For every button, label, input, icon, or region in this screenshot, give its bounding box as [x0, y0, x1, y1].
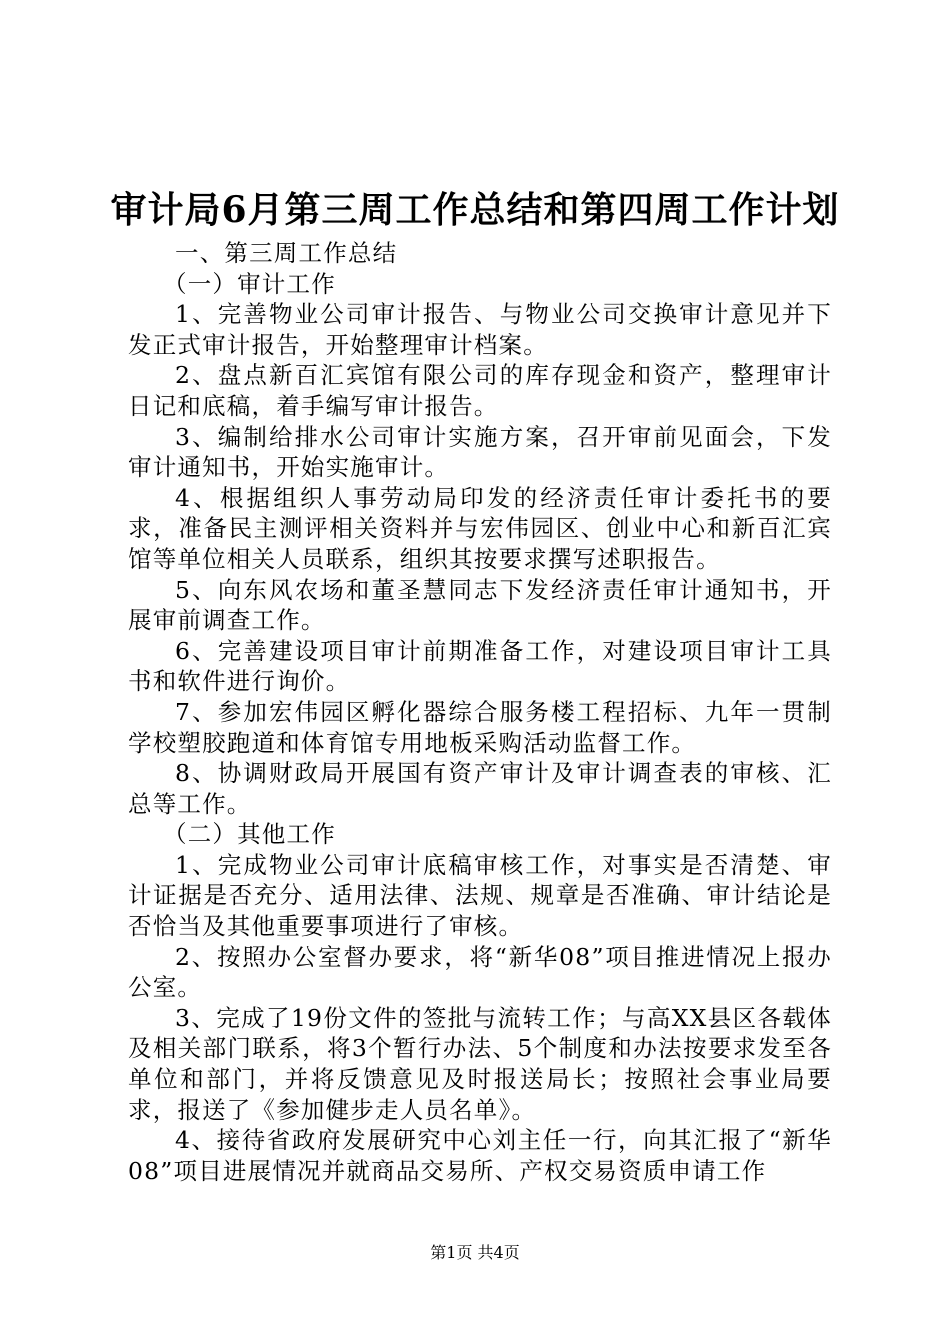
paragraph: 1、完成物业公司审计底稿审核工作，对事实是否清楚、审计证据是否充分、适用法律、法规、规章是否准确、审计结论是否恰当及其他重要事项进行了审核。: [128, 850, 832, 941]
paragraph: 3、完成了19份文件的签批与流转工作；与高XX县区各载体及相关部门联系，将3个暂行办法、5个制度和办法按要求发至各单位和部门，并将反馈意见及时报送局长；按照社会事业局要求，报送了《参加健步走人员名单》。: [128, 1003, 832, 1124]
paragraph: 1、完善物业公司审计报告、与物业公司交换审计意见并下发正式审计报告，开始整理审计档案。: [128, 300, 832, 359]
paragraph: 6、完善建设项目审计前期准备工作，对建设项目审计工具书和软件进行询价。: [128, 636, 832, 696]
subsection-heading: （二）其他工作: [163, 820, 336, 849]
paragraph: 7、参加宏伟园区孵化器综合服务楼工程招标、九年一贯制学校塑胶跑道和体育馆专用地板采购活动监督工作。: [128, 697, 832, 757]
paragraph: 3、编制给排水公司审计实施方案，召开审前见面会，下发审计通知书，开始实施审计。: [128, 422, 832, 482]
document-body: [128, 238, 832, 1186]
document-title: 审计局6月第三周工作总结和第四周工作计划: [110, 189, 840, 231]
section-heading: 一、第三周工作总结: [175, 239, 398, 267]
paragraph: 4、根据组织人事劳动局印发的经济责任审计委托书的要求，准备民主测评相关资料并与宏伟园区、创业中心和新百汇宾馆等单位相关人员联系，组织其按要求撰写述职报告。: [128, 483, 832, 573]
paragraph: 2、盘点新百汇宾馆有限公司的库存现金和资产，整理审计日记和底稿，着手编写审计报告。: [128, 361, 832, 420]
paragraph: 2、按照办公室督办要求，将“新华08”项目推进情况上报办公室。: [128, 942, 832, 1002]
paragraph: 5、向东风农场和董圣慧同志下发经济责任审计通知书，开展审前调查工作。: [128, 575, 832, 635]
page-footer: 第1页 共4页: [430, 1243, 520, 1262]
paragraph: 8、协调财政局开展国有资产审计及审计调查表的审核、汇总等工作。: [128, 759, 832, 818]
subsection-heading: （一）审计工作: [163, 269, 336, 298]
paragraph: 4、接待省政府发展研究中心刘主任一行，向其汇报了“新华08”项目进展情况并就商品交易所、产权交易资质申请工作: [128, 1126, 832, 1185]
